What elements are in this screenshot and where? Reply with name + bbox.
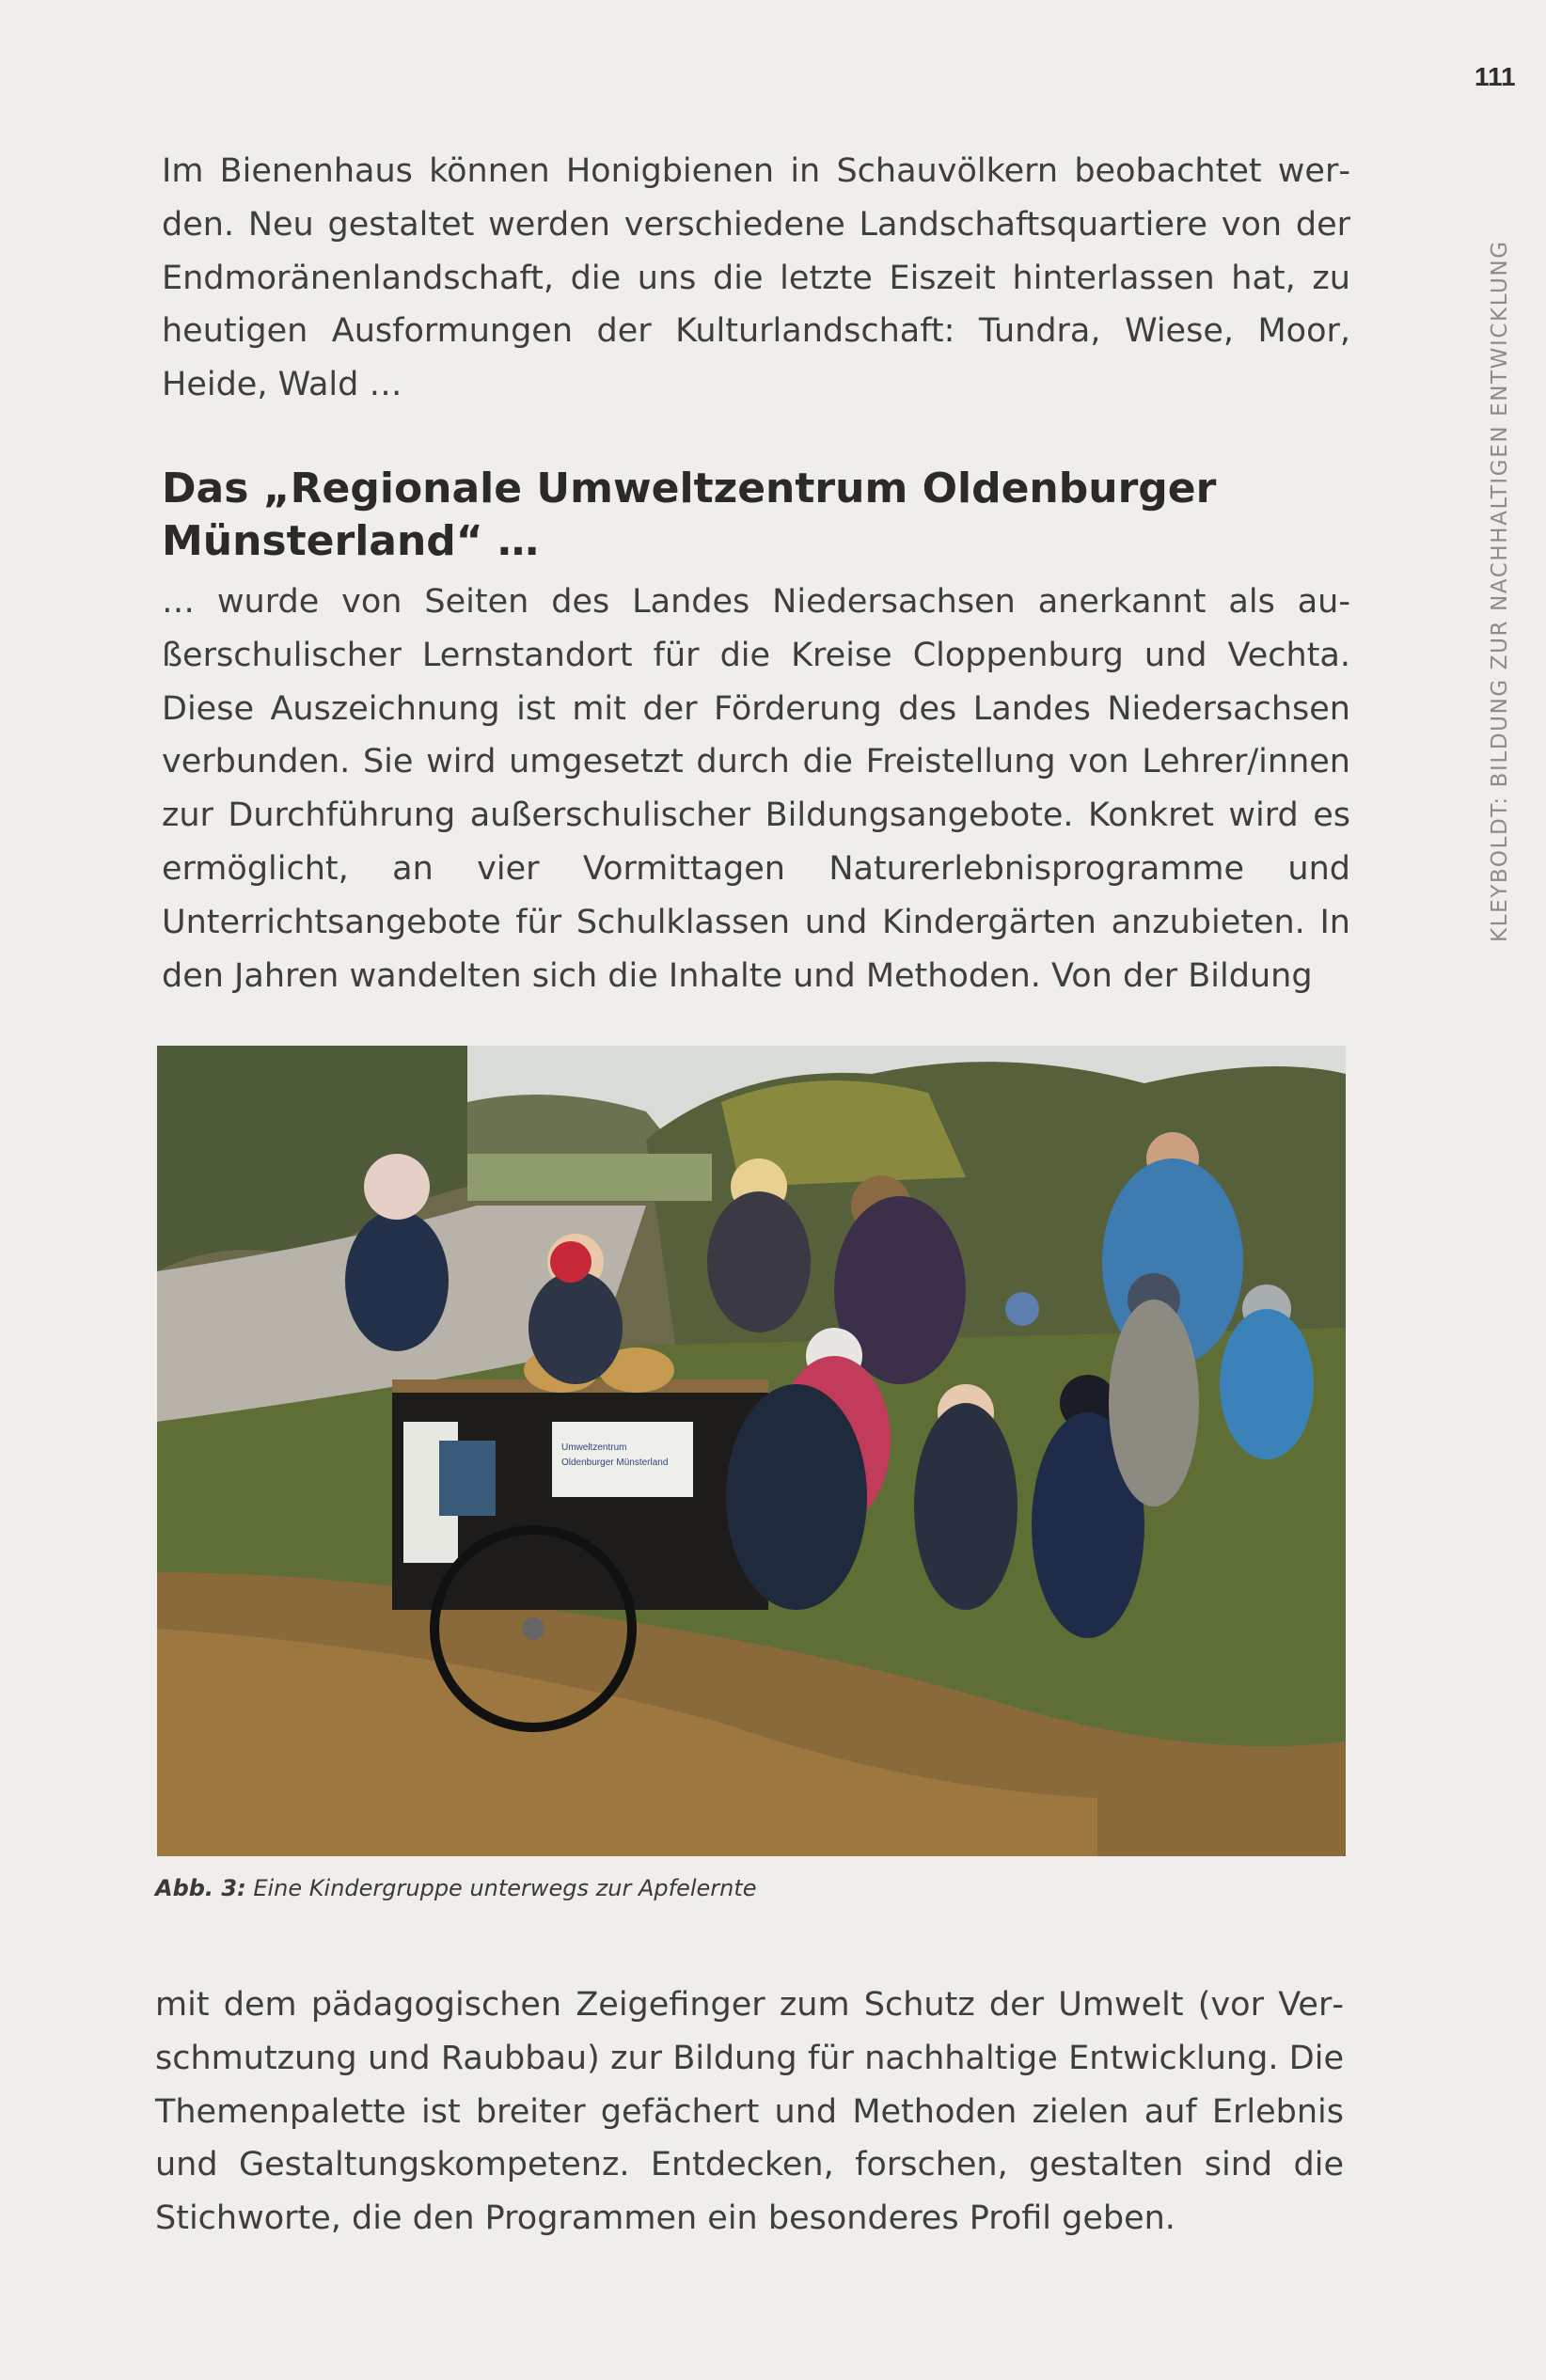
- section-paragraph-2: mit dem pädagogischen Zeigefinger zum Schutz der Umwelt (vor Verschmutzung und Raubbau) zur Bildung für nachhaltige Entwicklung. Die Themenpalette ist breiter gefächert und Methoden zielen auf Erlebnis und Gestaltungskompetenz. Entdecken, forschen, gestalten sind die Stichworte, die den Programmen ein besonderes Profil geben.: [155, 1986, 1344, 2238]
- caption-text: Eine Kindergruppe unterwegs zur Apfelernte: [253, 1875, 757, 1901]
- section-heading: Das „Regionale Umweltzentrum Oldenburger Münsterland“ …: [162, 465, 1217, 565]
- page-number: 111: [1475, 62, 1516, 91]
- wheel-hub: [522, 1617, 544, 1640]
- running-head: KLEYBOLDT: BILDUNG ZUR NACHHALTIGEN ENTWICKLUNG: [1488, 240, 1512, 942]
- section-paragraph-1: … wurde von Seiten des Landes Niedersachsen anerkannt als außerschulischer Lernstandort für die Kreise Cloppenburg und Vechta. Diese Auszeichnung ist mit der Förderung des Landes Niedersachsen verbunden. Sie wird umgesetzt durch die Freistellung von Lehrer/innen zur Durchführung außerschulischer Bildungsangebote. Konkret wird es ermöglicht, an vier Vormittagen Naturerlebnisprogramme und Unterrichtsangebote für Schulklassen und Kindergärten anzubieten. In den Jahren wandelten sich die Inhalte und Methoden. Von der Bildung: [162, 583, 1350, 995]
- caption-label: Abb. 3:: [155, 1875, 246, 1901]
- sign-line-2: Oldenburger Münsterland: [561, 1458, 669, 1468]
- figure-photo: [157, 1046, 1346, 1856]
- field: [467, 1154, 712, 1201]
- sign-line-1: Umweltzentrum: [561, 1442, 627, 1453]
- intro-paragraph: Im Bienenhaus können Honigbienen in Schauvölkern beobachtet werden. Neu gestaltet werden verschiedene Landschaftsquartiere von der Endmoränenlandschaft, die uns die letzte Eiszeit hinterlassen hat, zu heutigen Ausformungen der Kulturlandschaft: Tundra, Wiese, Moor, Heide, Wald …: [162, 152, 1350, 404]
- figure-caption: [155, 1875, 757, 1901]
- photo-illustration: [157, 1046, 1346, 1856]
